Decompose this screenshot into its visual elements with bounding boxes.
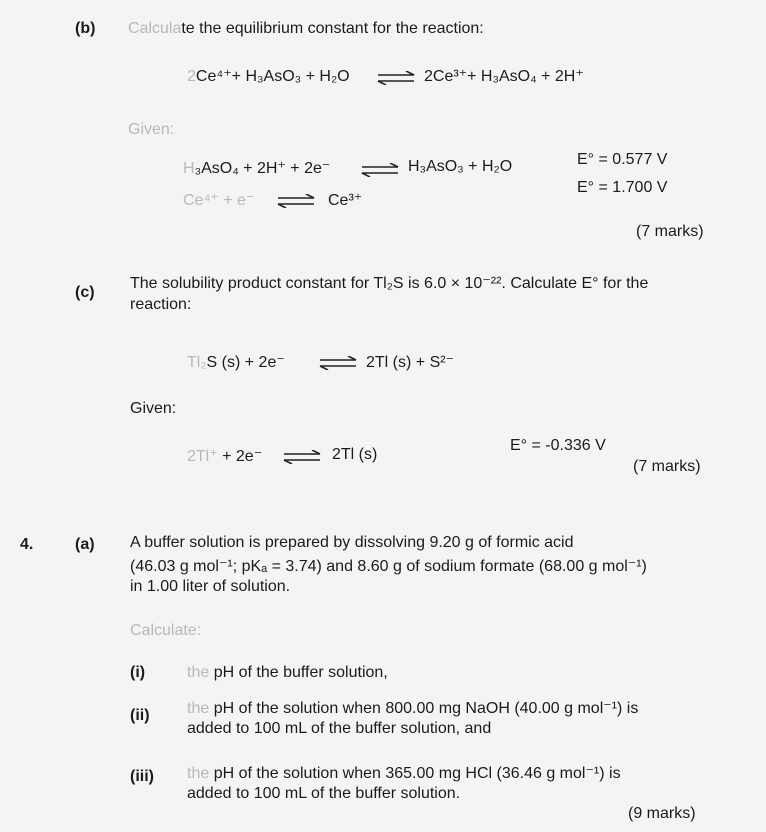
item-i-faded: the [187, 664, 210, 681]
part-c-given-potential: E° = -0.336 V [510, 437, 606, 454]
part-c-reaction-rhs: 2Tl (s) + S²⁻ [366, 354, 455, 371]
item-iii-faded: the [187, 765, 210, 782]
equilibrium-arrow-icon [318, 356, 358, 370]
part-c-given-lhs-text: + 2e⁻ [217, 448, 263, 465]
part-c-reaction-lhs-text: S (s) + 2e⁻ [206, 354, 285, 371]
equilibrium-arrow-icon [276, 194, 316, 208]
part-b-reaction-lhs-faded: 2 [187, 68, 196, 85]
part-c-label: (c) [75, 284, 95, 301]
part-b-given-label [128, 121, 174, 139]
part-b-given-1-potential: E° = 0.577 V [577, 151, 668, 168]
item-ii-faded: the [187, 700, 210, 717]
part-c-reaction-lhs-faded: Tl₂ [187, 354, 207, 371]
part-c-given-label: Given: [130, 400, 177, 417]
part-c-given-lhs-faded: 2Tl⁺ [187, 448, 218, 465]
item-iii-number: (iii) [130, 768, 154, 785]
question-4a-line3: in 1.00 liter of solution. [130, 578, 291, 595]
equilibrium-arrow-icon [376, 71, 416, 85]
part-b-question-text: te the equilibrium constant for the reaction: [181, 20, 484, 37]
item-iii-line1 [187, 763, 621, 783]
item-ii-line1-text: pH of the solution when 800.00 mg NaOH (40.00 g mol⁻¹) is [209, 700, 639, 717]
question-4a-line1: A buffer solution is prepared by dissolving 9.20 g of formic acid [130, 534, 574, 551]
part-c-question-line1: The solubility product constant for Tl₂S is 6.0 × 10⁻²². Calculate E° for the [130, 275, 649, 292]
item-iii-line2: added to 100 mL of the buffer solution. [187, 785, 461, 802]
part-b-reaction-lhs [187, 66, 350, 86]
item-ii-line1 [187, 698, 638, 718]
equilibrium-arrow-icon [360, 163, 400, 177]
part-b-marks: (7 marks) [636, 223, 704, 240]
part-b-given-2-lhs [183, 190, 254, 210]
part-b-given-1-lhs [183, 158, 330, 178]
part-c-marks: (7 marks) [633, 458, 701, 475]
part-b-given-2-rhs: Ce³⁺ [328, 192, 363, 209]
question-4-number: 4. [20, 536, 34, 553]
question-4a-label: (a) [75, 536, 95, 553]
item-i-text [187, 664, 388, 682]
calculate-label: Calculate: [130, 622, 202, 639]
item-ii-line2: added to 100 mL of the buffer solution, and [187, 720, 492, 737]
part-c-given-lhs [187, 446, 262, 466]
question-4a-line2: (46.03 g mol⁻¹; pKₐ = 3.74) and 8.60 g of sodium formate (68.00 g mol⁻¹) [130, 558, 647, 575]
item-i-number: (i) [130, 664, 146, 681]
part-b-question [128, 20, 484, 38]
item-ii-number: (ii) [130, 707, 150, 724]
part-b-label: (b) [75, 20, 96, 37]
part-b-question-faded: Calcula [128, 20, 182, 37]
part-b-reaction-lhs-text: Ce⁴⁺+ H₃AsO₃ + H₂O [195, 68, 350, 85]
part-b-given-2-lhs-faded: Ce⁴⁺ + e⁻ [183, 192, 255, 209]
part-c-question-line2: reaction: [130, 296, 192, 313]
part-b-given-1-lhs-faded: H [183, 160, 195, 177]
part-b-reaction-rhs: 2Ce³⁺+ H₃AsO₄ + 2H⁺ [424, 68, 584, 85]
part-c-given-rhs: 2Tl (s) [332, 446, 378, 463]
part-b-given-2-potential: E° = 1.700 V [577, 179, 668, 196]
question-4a-marks: (9 marks) [628, 805, 696, 822]
item-iii-line1-text: pH of the solution when 365.00 mg HCl (36.46 g mol⁻¹) is [209, 765, 621, 782]
part-b-given-text: Given: [128, 121, 175, 138]
part-b-given-1-rhs: H₃AsO₃ + H₂O [408, 158, 513, 175]
item-i-line1: pH of the buffer solution, [209, 664, 388, 681]
equilibrium-arrow-icon [282, 450, 322, 464]
part-b-given-1-lhs-text: ₃AsO₄ + 2H⁺ + 2e⁻ [194, 160, 331, 177]
part-c-reaction-lhs [187, 352, 285, 372]
